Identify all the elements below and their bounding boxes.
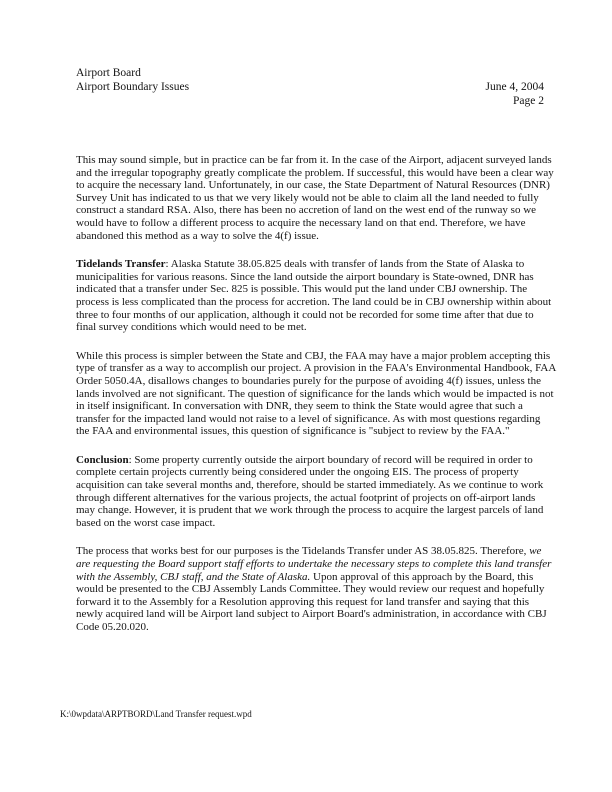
document-body bbox=[76, 154, 556, 650]
paragraph-request-italic: we are requesting the Board support staff efforts to undertake the necessary steps to complete this land transfer with the Assembly, CBJ staff, and the State of Alaska. bbox=[76, 545, 552, 583]
paragraph-lead: Tidelands Transfer bbox=[76, 258, 166, 271]
paragraph-faa-concerns bbox=[76, 350, 556, 438]
paragraph-tidelands-transfer bbox=[76, 258, 556, 334]
header-date: June 4, 2004 bbox=[485, 81, 544, 93]
header-right bbox=[486, 80, 544, 108]
paragraph-recommendation bbox=[76, 545, 556, 633]
paragraph-conclusion bbox=[76, 454, 556, 530]
paragraph-text: This may sound simple, but in practice can be far from it. In the case of the Airport, adjacent surveyed lands and the irregular topography greatly complicate the problem. If successful, this would have been a clear way to acquire the necessary land. Unfortunately, in our case, the State Department of Natural Resources (DNR) Survey Unit has indicated to us that we very likely would not be able to claim all the land needed to fully construct a standard RSA. Also, there has been no accretion of land on the west end of the runway so we would have to follow a different process to acquire the necessary land on that end. Therefore, we have abandoned this method as a way to solve the 4(f) issue. bbox=[76, 154, 554, 242]
paragraph-lead: Conclusion bbox=[76, 453, 129, 466]
paragraph-text: Upon approval of this approach by the Board, this would be presented to the CBJ Assembly Lands Committee. They would review our request and hopefully forward it to the Assembly for a Resolution approving this request for land transfer and saying that this newly acquired land will be Airport land subject to Airport Board's administration, in accordance with CBJ Code 05.20.020. bbox=[76, 570, 547, 633]
paragraph-text: The process that works best for our purposes is the Tidelands Transfer under AS 38.05.825. Therefore, bbox=[76, 545, 530, 558]
header-subject: Airport Boundary Issues bbox=[76, 81, 190, 93]
paragraph-accretion bbox=[76, 154, 556, 242]
header-left bbox=[76, 66, 189, 94]
paragraph-text: : Alaska Statute 38.05.825 deals with transfer of lands from the State of Alaska to municipalities for various reasons. Since the land outside the airport boundary is State-owned, DNR has indicated that a transfer under Sec. 825 is possible. This would put the land under CBJ ownership. The process is less complicated than the process for accretion. The land could be in CBJ ownership within about three to four months of our application, although it could not be recorded for some time after that due to final survey conditions which would need to be met. bbox=[76, 258, 552, 334]
paragraph-text: While this process is simpler between the State and CBJ, the FAA may have a major problem accepting this type of transfer as a way to accomplish our project. A provision in the FAA's Environmental Handbook, FAA Order 5050.4A, disallows changes to boundaries purely for the purpose of avoiding 4(f) issues, unless the lands involved are not significant. The question of significance for the lands which would be impacted is not in itself insignificant. In conversation with DNR, they seem to think the State would agree that such a transfer for the impacted land would not raise to a level of significance. As with most questions regarding the FAA and environmental issues, this question of significance is "subject to review by the FAA." bbox=[76, 349, 556, 438]
paragraph-text: : Some property currently outside the airport boundary of record will be required in order to complete certain projects currently being considered under the ongoing EIS. The process of property acquisition can take several months and, therefore, should be started immediately. As we continue to work through different alternatives for the various projects, the actual footprint of projects on off-airport lands may change. However, it is prudent that we work through the process to acquire the largest parcels of land based on the worst case impact. bbox=[76, 453, 544, 529]
footer-file-path: K:\0wpdata\ARPTBORD\Land Transfer request.wpd bbox=[60, 709, 252, 719]
header-page-number: Page 2 bbox=[513, 95, 544, 107]
header-recipient: Airport Board bbox=[76, 67, 141, 79]
